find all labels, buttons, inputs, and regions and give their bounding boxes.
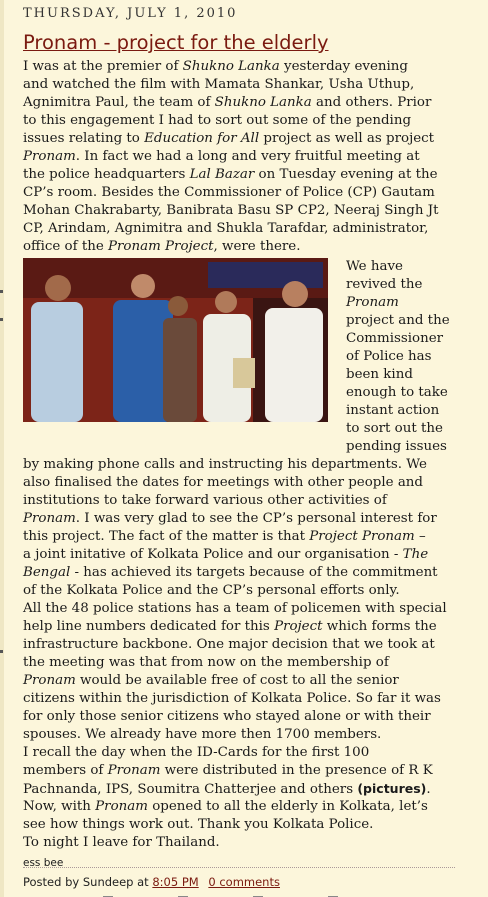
signature: ess bee — [23, 857, 64, 869]
text-line: office of the Pronam Project, were there. — [23, 239, 301, 254]
text-line: I recall the day when the ID-Cards for the first 100 — [23, 745, 370, 760]
edge-mark — [0, 650, 3, 653]
text-line: also finalised the dates for meetings with other people and — [23, 475, 423, 490]
text-line: enough to take — [346, 385, 448, 400]
text-line: Now, with Pronam opened to all the elderly in Kolkata, let’s — [23, 799, 428, 814]
post-title[interactable]: Pronam - project for the elderly — [23, 31, 329, 54]
text-line: of the Kolkata Police and the CP’s personal efforts only. — [23, 583, 400, 598]
text-line: for only those senior citizens who stayed alone or with their — [23, 709, 431, 724]
photo-wrap-block — [23, 257, 455, 456]
edge-mark — [0, 290, 3, 293]
text-line: the police headquarters Lal Bazar on Tuesday evening at the — [23, 167, 438, 182]
text-line: revived the — [346, 277, 423, 292]
text-line: this project. The fact of the matter is that Project Pronam – — [23, 529, 426, 544]
text-line: Bengal - has achieved its targets because of the commitment — [23, 565, 438, 580]
text-line: been kind — [346, 367, 413, 382]
meeting-photo[interactable] — [23, 258, 328, 422]
text-line: to this engagement I had to sort out some of the pending — [23, 113, 412, 128]
paragraph-1 — [23, 58, 455, 256]
text-line: a joint initative of Kolkata Police and our organisation - The — [23, 547, 429, 562]
text-line: Pronam. I was very glad to see the CP’s personal interest for — [23, 511, 437, 526]
text-line: institutions to take forward various other activities of — [23, 493, 387, 508]
footer-divider — [23, 867, 455, 868]
text-line: see how things work out. Thank you Kolkata Police. — [23, 817, 374, 832]
text-line: Pachnanda, IPS, Soumitra Chatterjee and others (pictures). — [23, 781, 431, 797]
text-line: project and the — [346, 313, 450, 328]
post-footer — [23, 875, 280, 889]
text-line: and watched the film with Mamata Shankar, Usha Uthup, — [23, 77, 415, 92]
text-line: Pronam — [346, 295, 399, 310]
text-line: Pronam would be available free of cost to all the senior — [23, 673, 399, 688]
text-line: spouses. We already have more then 1700 members. — [23, 727, 382, 742]
text-line: by making phone calls and instructing his departments. We — [23, 457, 427, 472]
photo-of-meeting-icon — [23, 258, 328, 422]
post-time-link[interactable]: 8:05 PM — [152, 875, 199, 889]
text-line: Mohan Chakrabarty, Banibrata Basu SP CP2, Neeraj Singh Jt — [23, 203, 439, 218]
post-date: THURSDAY, JULY 1, 2010 — [23, 6, 238, 21]
text-line: members of Pronam were distributed in the presence of R K — [23, 763, 433, 778]
text-line: Commissioner — [346, 331, 444, 346]
text-line: the meeting was that from now on the membership of — [23, 655, 389, 670]
edge-mark — [0, 318, 3, 321]
text-line: help line numbers dedicated for this Project which forms the — [23, 619, 437, 634]
text-line: I was at the premier of Shukno Lanka yesterday evening — [23, 59, 408, 74]
text-line: issues relating to Education for All project as well as project — [23, 131, 435, 146]
text-line: pending issues — [346, 439, 447, 454]
text-line: Pronam. In fact we had a long and very fruitful meeting at — [23, 149, 420, 164]
photo-side-text — [346, 257, 450, 456]
text-line: to sort out the — [346, 421, 443, 436]
text-line: Agnimitra Paul, the team of Shukno Lanka and others. Prior — [23, 95, 432, 110]
left-margin-strip — [0, 0, 4, 897]
labels-row — [23, 891, 423, 897]
text-line: All the 48 police stations has a team of policemen with special — [23, 601, 447, 616]
comments-link[interactable]: 0 comments — [208, 875, 280, 889]
post-body — [23, 58, 455, 870]
text-line: citizens within the jurisdiction of Kolkata Police. So far it was — [23, 691, 441, 706]
text-line: CP’s room. Besides the Commissioner of Police (CP) Gautam — [23, 185, 435, 200]
text-line: CP, Arindam, Agnimitra and Shukla Tarafdar, administrator, — [23, 221, 429, 236]
paragraph-2 — [23, 456, 455, 852]
posted-by-label: Posted by Sundeep at — [23, 875, 149, 889]
text-line: To night I leave for Thailand. — [23, 835, 220, 850]
text-line: infrastructure backbone. One major decision that we took at — [23, 637, 435, 652]
text-line: of Police has — [346, 349, 432, 364]
text-line: instant action — [346, 403, 440, 418]
text-line: We have — [346, 259, 403, 274]
